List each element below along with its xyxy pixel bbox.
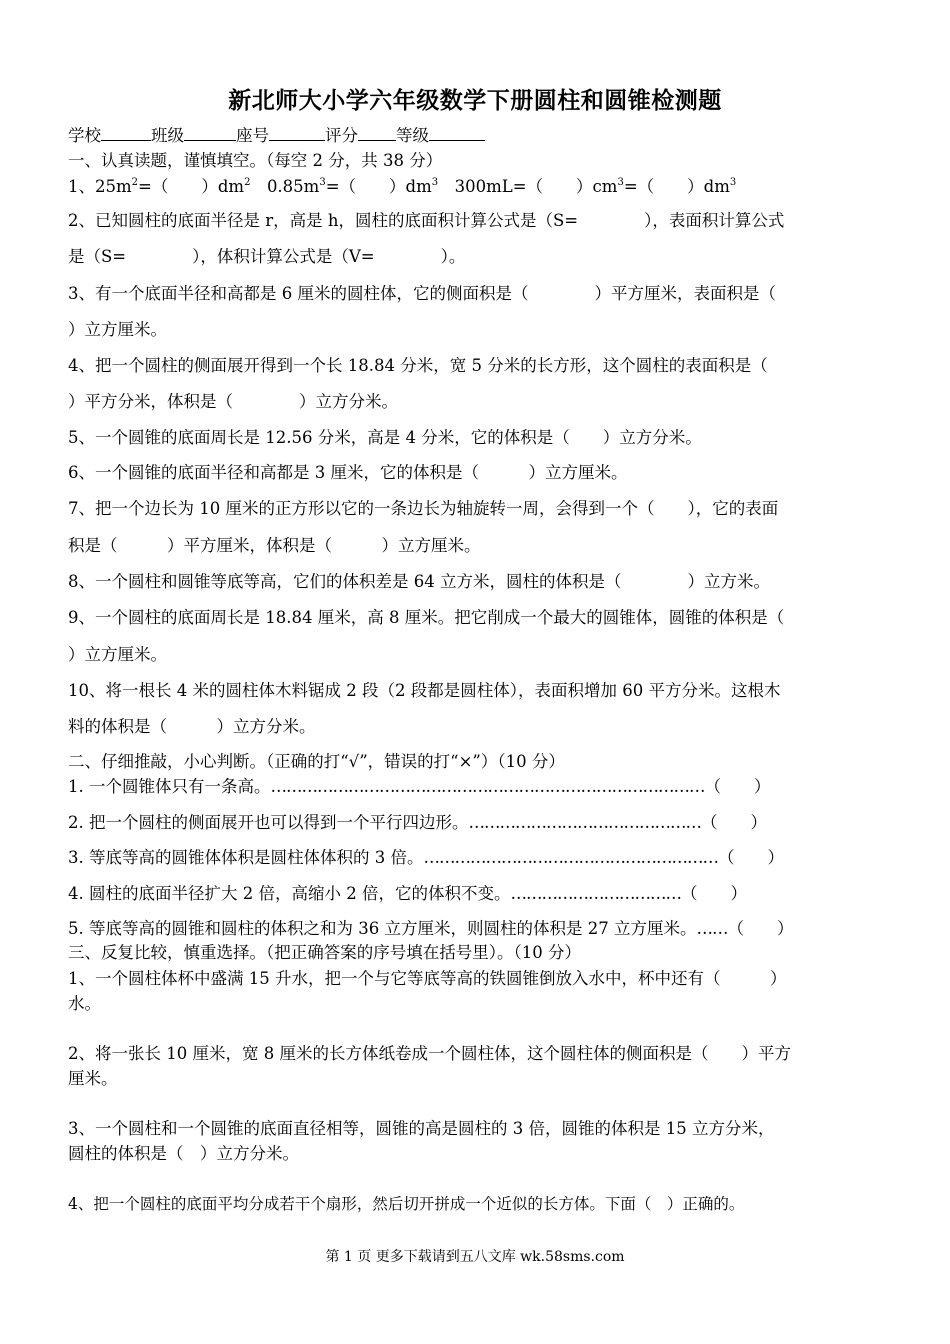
s3-question-1-line2: 水。: [68, 994, 101, 1013]
seat-blank[interactable]: [269, 124, 325, 141]
school-label: 学校: [68, 126, 101, 145]
s1-question-7-line1: 7、把一个边长为 10 厘米的正方形以它的一条边长为轴旋转一周，会得到一个（ ），它的表面: [68, 499, 779, 518]
s1-question-8: 8、一个圆柱和圆锥等底等高，它们的体积差是 64 立方米，圆柱的体积是（ ）立方米。: [68, 572, 770, 591]
s1-question-4-line2: ）平方分米，体积是（ ）立方分米。: [68, 392, 398, 411]
grade-blank[interactable]: [429, 124, 485, 141]
s1-question-1: 1、$25m^2=$（ ）$dm^2$ $0.85m^3=$（ ）$dm^3$ 300mL=（ ）$cm^3=$（ ）$dm^3$: [68, 177, 737, 196]
s2-item-5: 5. 等底等高的圆锥和圆柱的体积之和为 36 立方厘米，则圆柱的体积是 27 立方厘米。……（ ）: [68, 919, 794, 938]
grade-label: 等级: [396, 126, 429, 145]
s3-question-3-line1: 3、一个圆柱和一个圆锥的底面直径相等，圆锥的高是圆柱的 3 倍，圆锥的体积是 15 立方分米，: [68, 1119, 775, 1138]
s3-question-4-line1: 4、把一个圆柱的底面平均分成若干个扇形，然后切开拼成一个近似的长方体。下面（ ）正确的。: [68, 1195, 745, 1213]
s2-item-2: 2. 把一个圆柱的侧面展开也可以得到一个平行四边形。………………………………………（ ）: [68, 813, 767, 832]
s1-question-7-line2: 积是（ ）平方厘米，体积是（ ）立方厘米。: [68, 536, 481, 555]
s2-item-4: 4. 圆柱的底面半径扩大 2 倍，高缩小 2 倍，它的体积不变。……………………………（ ）: [68, 884, 747, 903]
class-blank[interactable]: [184, 124, 236, 141]
student-info-line: [68, 124, 884, 147]
section1-heading: 一、认真读题，谨慎填空。（每空 2 分，共 38 分）: [68, 151, 443, 170]
s1-question-9-line2: ）立方厘米。: [68, 645, 167, 664]
s1-question-2-line1: 2、已知圆柱的底面半径是 r，高是 h，圆柱的底面积计算公式是（S= ），表面积计算公式: [68, 211, 785, 230]
section3-heading: 三、反复比较，慎重选择。（把正确答案的序号填在括号里）。（10 分）: [68, 943, 581, 962]
s3-question-1-line1: 1、一个圆柱体杯中盛满 15 升水，把一个与它等底等高的铁圆锥倒放入水中，杯中还有（ ）: [68, 969, 787, 988]
section2-heading: 二、仔细推敲，小心判断。（正确的打“√”，错误的打“×”）（10 分）: [68, 752, 565, 771]
page-title: 新北师大小学六年级数学下册圆柱和圆锥检测题: [228, 87, 722, 114]
s3-question-2-line1: 2、将一张长 10 厘米，宽 8 厘米的长方体纸卷成一个圆柱体，这个圆柱体的侧面积是（ ）平方: [68, 1044, 791, 1063]
score-label: 评分: [325, 126, 358, 145]
s1-question-9-line1: 9、一个圆柱的底面周长是 18.84 厘米，高 8 厘米。把它削成一个最大的圆锥体，圆锥的体积是（: [68, 608, 785, 627]
seat-label: 座号: [236, 126, 269, 145]
s3-question-2-line2: 厘米。: [68, 1069, 118, 1088]
class-label: 班级: [151, 126, 184, 145]
s1-question-10-line2: 料的体积是（ ）立方分米。: [68, 717, 316, 736]
school-blank[interactable]: [101, 124, 151, 141]
s1-question-10-line1: 10、将一根长 4 米的圆柱体木料锯成 2 段（2 段都是圆柱体），表面积增加 60 平方分米。这根木: [68, 681, 781, 700]
s1-question-3-line1: 3、有一个底面半径和高都是 6 厘米的圆柱体，它的侧面积是（ ）平方厘米，表面积是（: [68, 284, 776, 303]
s1-question-3-line2: ）立方厘米。: [68, 320, 167, 339]
s2-item-3: 3. 等底等高的圆锥体体积是圆柱体体积的 3 倍。…………………………………………………（ ）: [68, 848, 784, 867]
score-blank[interactable]: [358, 124, 396, 141]
s3-question-3-line2: 圆柱的体积是（ ）立方分米。: [68, 1144, 299, 1163]
s1-question-2-line2: 是（S= ），体积计算公式是（V= ）。: [68, 247, 466, 266]
s1-question-6: 6、一个圆锥的底面半径和高都是 3 厘米，它的体积是（ ）立方厘米。: [68, 463, 628, 482]
s1-question-4-line1: 4、把一个圆柱的侧面展开得到一个长 18.84 分米，宽 5 分米的长方形，这个圆柱的表面积是（: [68, 356, 768, 375]
page-footer: 第 1 页 更多下载请到五八文库 wk.58sms.com: [325, 1249, 625, 1265]
s2-item-1: 1. 一个圆锥体只有一条高。…………………………………………………………………………（ ）: [68, 777, 771, 796]
s1-question-5: 5、一个圆锥的底面周长是 12.56 分米，高是 4 分米，它的体积是（ ）立方分米。: [68, 428, 702, 447]
